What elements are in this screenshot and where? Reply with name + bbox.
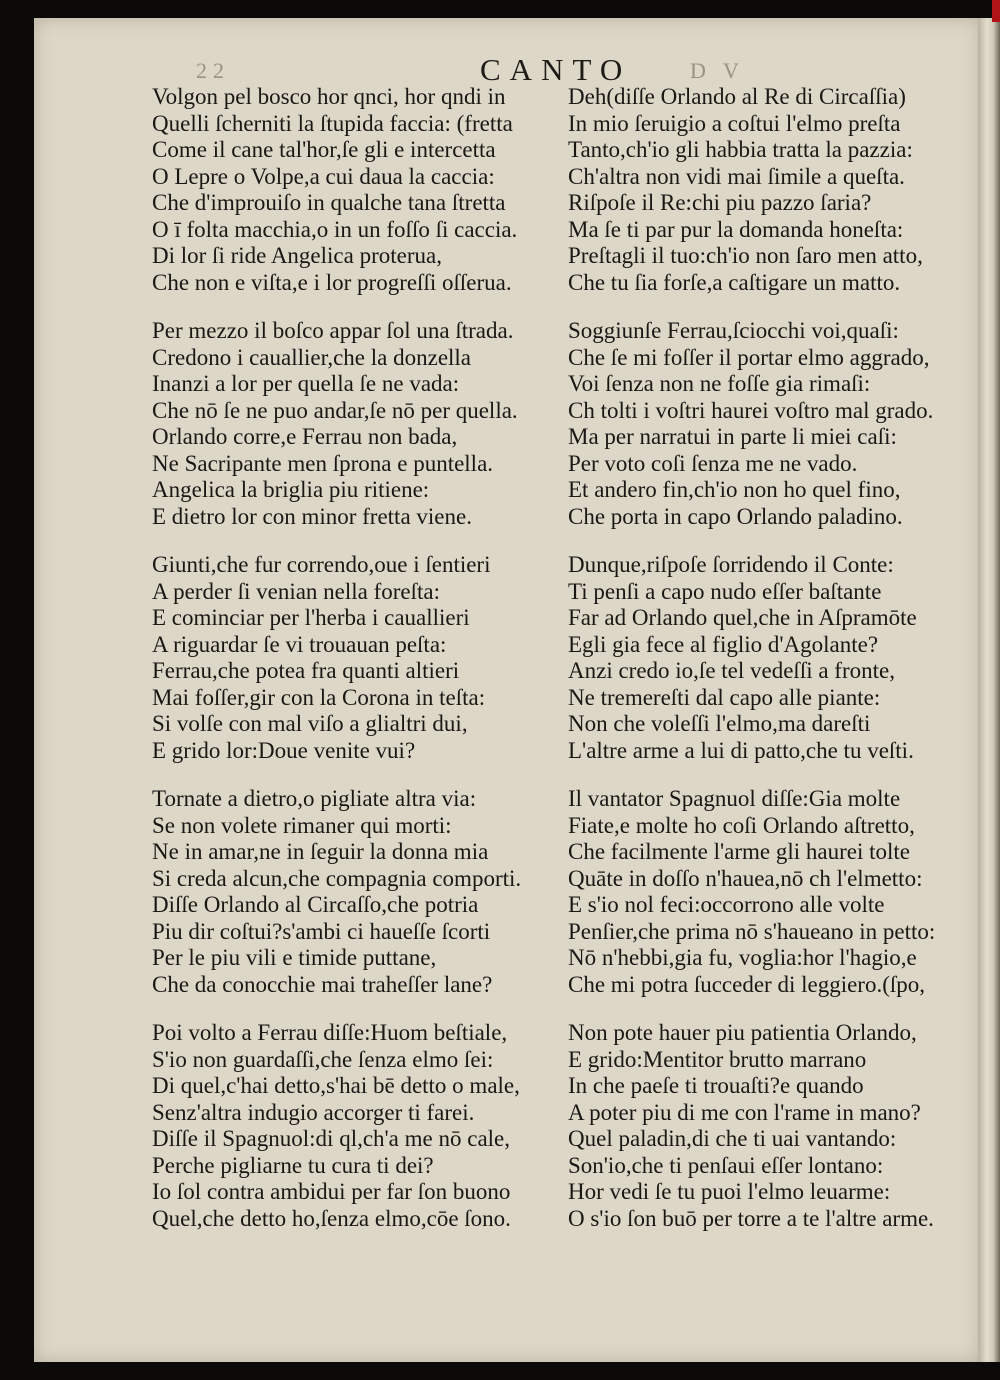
right-stanza-2 [568, 318, 988, 530]
verse-line: Angelica la briglia piu ritiene: [152, 477, 430, 502]
verse-line: Fiate,e molte ho coſi Orlando aſtretto, [568, 812, 915, 838]
verse-line: Nō n'hebbi,gia fu, voglia:hor l'hagio,e [568, 945, 917, 970]
verse-line: Deh(diſſe Orlando al Re di Circaſſia) [568, 84, 906, 109]
verse-line: Per mezzo il boſco appar ſol una ſtrada. [152, 318, 514, 343]
verse-line: Ma ſe ti par pur la domanda honeſta: [568, 216, 904, 242]
verse-line: Piu dir coſtui?s'ambi ci haueſſe ſcorti [152, 918, 491, 944]
verse-line: L'altre arme a lui di patto,che tu veſti. [568, 737, 914, 763]
verse-line: Far ad Orlando quel,che in Aſpramōte [568, 605, 917, 630]
verse-line: Come il cane tal'hor,ſe gli e intercetta [152, 137, 496, 162]
header-ghost-right: D V [690, 58, 745, 83]
verse-line: Che mi potra ſucceder di leggiero.(ſpo, [568, 971, 926, 997]
verse-line: Che d'improuiſo in qualche tana ſtretta [152, 190, 506, 215]
verse-line: Il vantator Spagnuol diſſe:Gia molte [568, 786, 901, 811]
verse-line: Poi volto a Ferrau diſſe:Huom beſtiale, [152, 1020, 508, 1045]
verse-line: Di quel,c'hai detto,s'hai bē detto o male, [152, 1073, 520, 1098]
verse-line: E grido lor:Doue venite vui? [152, 737, 416, 763]
verse-line: O s'io ſon buō per torre a te l'altre arme. [568, 1205, 934, 1231]
verse-line: Non che voleſſi l'elmo,ma dareſti [568, 711, 871, 736]
verse-line: Di lor ſi ride Angelica proterua, [152, 243, 442, 268]
verse-line: O ī folta macchia,o in un foſſo ſi caccia. [152, 216, 518, 242]
verse-line: O Lepre o Volpe,a cui daua la caccia: [152, 163, 495, 189]
right-stanza-1 [568, 84, 988, 296]
verse-line: A perder ſi venian nella foreſta: [152, 578, 441, 604]
verse-line: Egli gia fece al figlio d'Agolante? [568, 631, 879, 657]
verse-line: Ne in amar,ne in ſeguir la donna mia [152, 839, 489, 864]
verse-line: Dunque,riſpoſe ſorridendo il Conte: [568, 552, 894, 577]
right-stanza-4 [568, 786, 988, 998]
verse-line: Che tu ſia forſe,a caſtigare un matto. [568, 269, 901, 295]
verse-line: Volgon pel bosco hor qnci, hor qndi in [152, 84, 506, 109]
verse-line: Che da conocchie mai traheſſer lane? [152, 971, 493, 997]
verse-line: E grido:Mentitor brutto marrano [568, 1046, 867, 1072]
verse-line: Ne tremereſti dal capo alle piante: [568, 684, 881, 710]
verse-line: Io ſol contra ambidui per far ſon buono [152, 1179, 511, 1204]
verse-line: E s'io nol feci:occorrono alle volte [568, 892, 885, 917]
verse-line: Et andero fin,ch'io non ho quel fino, [568, 477, 901, 502]
page-title: CANTO [480, 52, 632, 87]
verse-line: Penſier,che prima nō s'haueano in petto: [568, 918, 936, 944]
verse-line: Ch tolti i voſtri haurei voſtro mal grado. [568, 397, 934, 423]
verse-line: E dietro lor con minor fretta viene. [152, 503, 472, 529]
right-stanza-5 [568, 1020, 988, 1232]
verse-line: Diſſe il Spagnuol:di ql,ch'a me nō cale, [152, 1126, 511, 1151]
verse-line: Se non volete rimaner qui morti: [152, 812, 452, 838]
verse-line: A poter piu di me con l'rame in mano? [568, 1099, 921, 1125]
verse-line: Tornate a dietro,o pigliate altra via: [152, 786, 477, 811]
verse-line: Quel paladin,di che ti uai vantando: [568, 1126, 897, 1151]
verse-line: Orlando corre,e Ferrau non bada, [152, 424, 458, 449]
verse-line: Ti penſi a capo nudo eſſer baſtante [568, 578, 882, 604]
verse-line: Quel,che detto ho,ſenza elmo,cōe ſono. [152, 1205, 511, 1231]
verse-line: Quelli ſcherniti la ſtupida faccia: (fretta [152, 110, 513, 136]
verse-line: Per voto coſi ſenza me ne vado. [568, 450, 858, 476]
verse-line: Non pote hauer piu patientia Orlando, [568, 1020, 917, 1045]
left-stanza-2 [152, 318, 572, 530]
left-stanza-5 [152, 1020, 572, 1232]
verse-line: Giunti,che fur correndo,oue i ſentieri [152, 552, 491, 577]
verse-line: Che ſe mi foſſer il portar elmo aggrado, [568, 344, 930, 370]
left-stanza-1 [152, 84, 572, 296]
verse-line: Inanzi a lor per quella ſe ne vada: [152, 371, 460, 396]
verse-line: In mio ſeruigio a coſtui l'elmo preſta [568, 110, 901, 136]
verse-line: Credono i cauallier,che la donzella [152, 344, 472, 370]
verse-line: Riſpoſe il Re:chi piu pazzo ſaria? [568, 190, 872, 215]
verse-line: Ferrau,che potea fra quanti altieri [152, 658, 460, 683]
verse-line: Soggiunſe Ferrau,ſciocchi voi,quaſi: [568, 318, 899, 343]
left-stanza-4 [152, 786, 572, 998]
verse-line: Voi ſenza non ne foſſe gia rimaſi: [568, 371, 871, 396]
left-stanza-3 [152, 552, 572, 764]
verse-line: S'io non guardaſſi,che ſenza elmo ſei: [152, 1046, 494, 1072]
header-ghost-left: 22 [196, 58, 230, 83]
verse-line: Che nō ſe ne puo andar,ſe nō per quella. [152, 397, 518, 423]
verse-line: A riguardar ſe vi trouauan peſta: [152, 631, 447, 657]
verse-line: Per le piu vili e timide puttane, [152, 945, 437, 970]
verse-line: Preſtagli il tuo:ch'io non ſaro men atto, [568, 243, 923, 268]
red-corner-mark [992, 0, 1000, 22]
verse-line: Ne Sacripante men ſprona e puntella. [152, 450, 494, 476]
verse-line: Hor vedi ſe tu puoi l'elmo leuarme: [568, 1179, 891, 1204]
verse-line: Si creda alcun,che compagnia comporti. [152, 865, 522, 891]
verse-line: Ch'altra non vidi mai ſimile a queſta. [568, 163, 905, 189]
verse-line: Ma per narratui in parte li miei caſi: [568, 424, 897, 449]
verse-line: Mai foſſer,gir con la Corona in teſta: [152, 684, 486, 710]
verse-line: Son'io,che ti penſaui eſſer lontano: [568, 1152, 884, 1178]
verse-line: Che facilmente l'arme gli haurei tolte [568, 839, 910, 864]
verse-line: Anzi credo io,ſe tel vedeſſi a fronte, [568, 658, 895, 683]
verse-line: Che non e viſta,e i lor progreſſi oſſerua. [152, 269, 512, 295]
verse-line: Si volſe con mal viſo a glialtri dui, [152, 711, 468, 736]
verse-line: E cominciar per l'herba i cauallieri [152, 605, 470, 630]
verse-line: Senz'altra indugio accorger ti farei. [152, 1099, 475, 1125]
verse-line: Che porta in capo Orlando paladino. [568, 503, 903, 529]
right-stanza-3 [568, 552, 988, 764]
verse-line: In che paeſe ti trouaſti?e quando [568, 1073, 864, 1098]
verse-line: Diſſe Orlando al Circaſſo,che potria [152, 892, 479, 917]
verse-line: Quāte in doſſo n'hauea,nō ch l'elmetto: [568, 865, 923, 891]
verse-line: Tanto,ch'io gli habbia tratta la pazzia: [568, 137, 913, 162]
verse-line: Perche pigliarne tu cura ti dei? [152, 1152, 434, 1178]
